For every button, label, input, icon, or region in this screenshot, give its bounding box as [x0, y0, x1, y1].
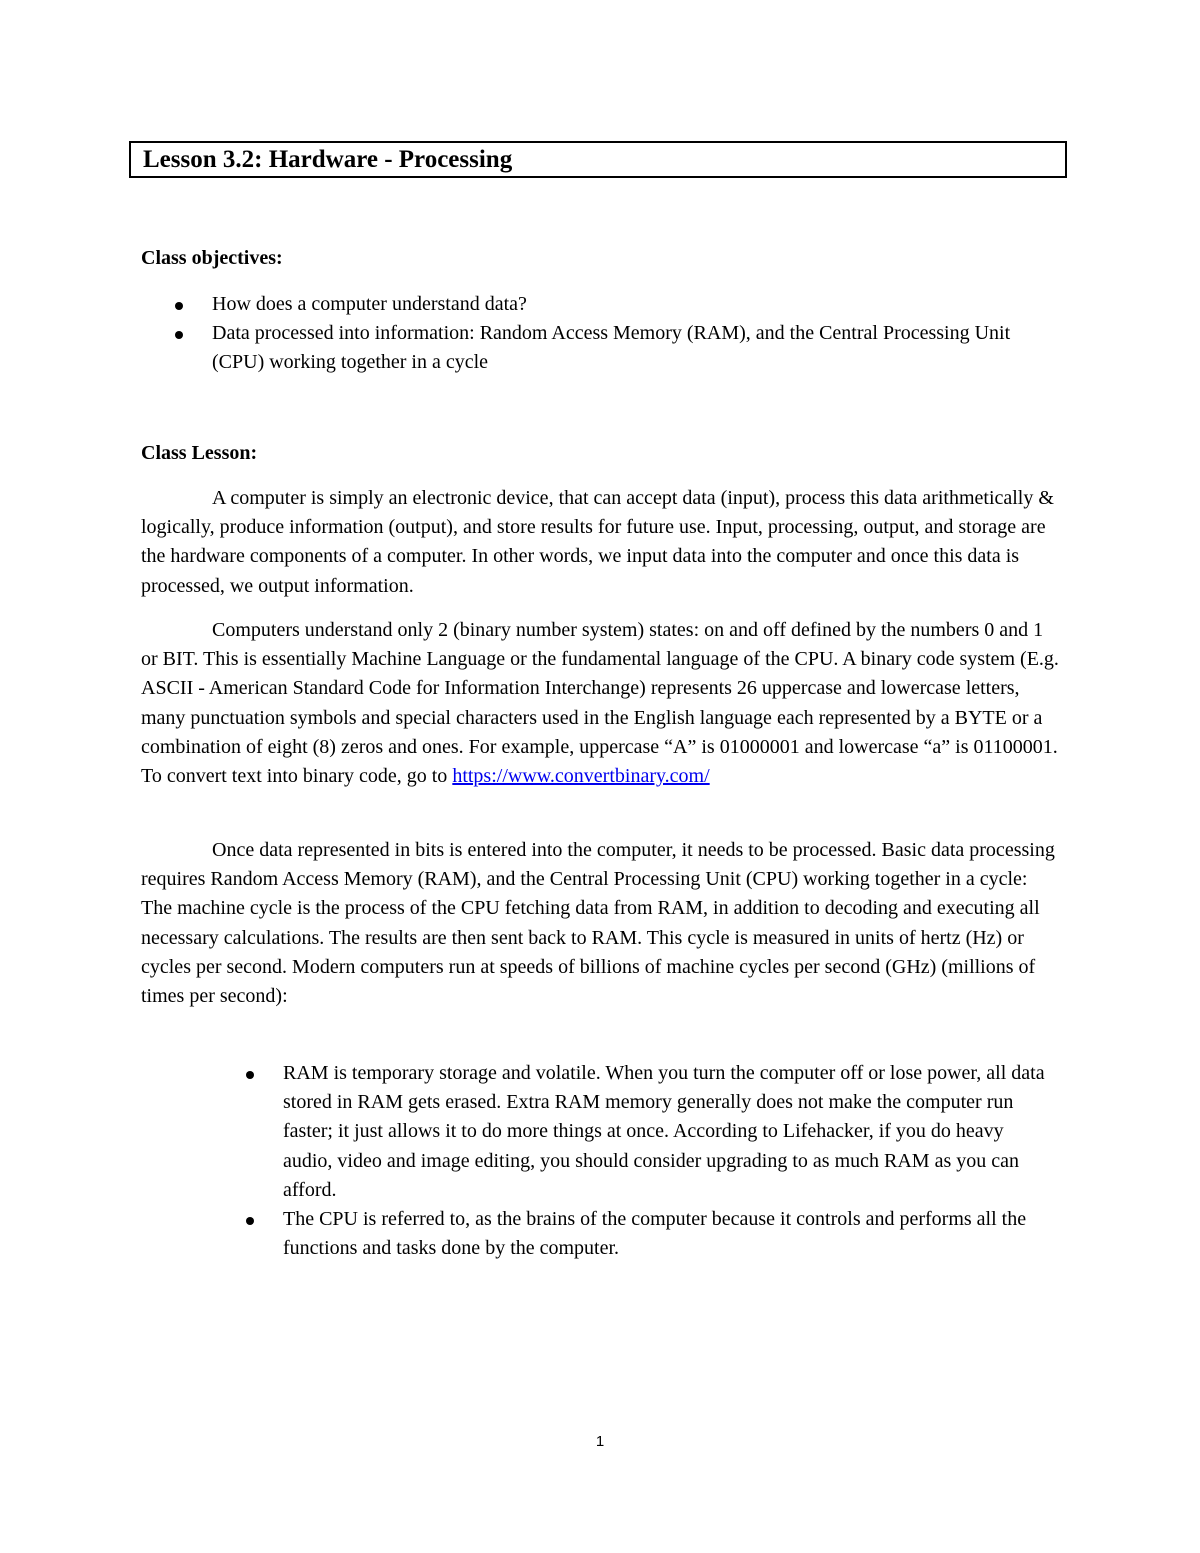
hardware-bullet-list	[212, 1059, 1052, 1263]
bullet-icon	[175, 302, 183, 310]
lesson-paragraph-1: A computer is simply an electronic device, that can accept data (input), process this data arithmetically & logically, produce information (output), and store results for future use. Input, processing, output, and storage are the hardware components of a computer. In other words, we input data into the computer and once this data is processed, we output information.	[141, 487, 1054, 597]
bullet-text: RAM is temporary storage and volatile. When you turn the computer off or lose power, all data stored in RAM gets erased. Extra RAM memory generally does not make the computer run faster; it just allows it to do more things at once. According to Lifehacker, if you do heavy audio, video and image editing, you should consider upgrading to as much RAM as you can afford.	[283, 1062, 1045, 1201]
lesson-paragraph-2	[141, 616, 1061, 791]
objectives-heading: Class objectives:	[141, 247, 283, 269]
objective-text: Data processed into information: Random Access Memory (RAM), and the Central Processing Unit (CPU) working together in a cycle	[212, 322, 1011, 373]
lesson-title-box	[129, 141, 1067, 178]
bullet-item-ram	[212, 1059, 1052, 1205]
objective-item	[141, 319, 1041, 377]
bullet-icon	[246, 1071, 254, 1079]
objective-text: How does a computer understand data?	[212, 293, 527, 315]
bullet-text: The CPU is referred to, as the brains of the computer because it controls and performs all the functions and tasks done by the computer.	[283, 1208, 1027, 1260]
bullet-icon	[175, 331, 183, 339]
lesson-paragraph-3: Once data represented in bits is entered into the computer, it needs to be processed. Basic data processing requires Random Access Memory (RAM), and the Central Processing Unit (CPU) working together in a cycle: The machine cycle is the process of the CPU fetching data from RAM, in addition to decoding and executing all necessary calculations. The results are then sent back to RAM. This cycle is measured in units of hertz (Hz) or cycles per second. Modern computers run at speeds of billions of machine cycles per second (GHz) (millions of times per second):	[141, 839, 1055, 1008]
lesson-title: Lesson 3.2: Hardware - Processing	[143, 146, 513, 173]
objective-item	[141, 290, 1041, 319]
bullet-icon	[246, 1217, 254, 1225]
lesson-heading: Class Lesson:	[141, 442, 258, 464]
convertbinary-link[interactable]: https://www.convertbinary.com/	[452, 765, 710, 788]
bullet-item-cpu	[212, 1205, 1052, 1263]
objectives-list	[141, 290, 1041, 377]
page-number: 1	[595, 1433, 605, 1450]
paragraph-2-text: Computers understand only 2 (binary number system) states: on and off defined by the numbers 0 and 1 or BIT. This is essentially Machine Language or the fundamental language of the CPU. A binary code system (E.g. ASCII - American Standard Code for Information Interchange) represents 26 uppercase and lowercase letters, many punctuation symbols and special characters used in the English language each represented by a BYTE or a combination of eight (8) zeros and ones. For example, uppercase “A” is 01000001 and lowercase “a” is 01100001. To convert text into binary code, go to	[141, 619, 1059, 788]
